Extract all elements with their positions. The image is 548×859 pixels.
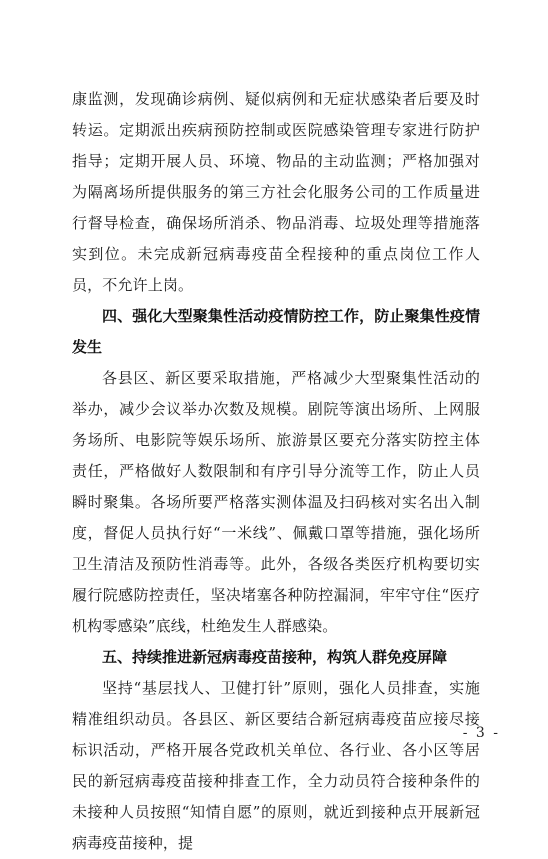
section-4-paragraph: 各县区、新区要采取措施，严格减少大型聚集性活动的举办，减少会议举办次数及规模。剧院等演出场所、上网服务场所、电影院等娱乐场所、旅游景区要充分落实防控主体责任，严格做好人数限制和有序引导分流等工作，防止人员瞬时聚集。各场所要严格落实测体温及扫码核对实名出入制度，督促人员执行好“一米线”、佩戴口罩等措施，强化场所卫生清洁及预防性消毒等。此外，各级各类医疗机构要切实履行院感防控责任，坚决堵塞各种防控漏洞，牢牢守住“医疗机构零感染”底线，杜绝发生人群感染。 <box>72 369 480 635</box>
page-number: - 3 - <box>462 725 500 741</box>
section-4-heading: 四、强化大型聚集性活动疫情防控工作，防止聚集性疫情发生 <box>72 307 480 356</box>
paragraph-continuation: 康监测，发现确诊病例、疑似病例和无症状感染者后要及时转运。定期派出疾病预防控制或医院感染管理专家进行防护指导；定期开展人员、环境、物品的主动监测；严格加强对为隔离场所提供服务的第三方社会化服务公司的工作质量进行督导检查，确保场所消杀、物品消毒、垃圾处理等措施落实到位。未完成新冠病毒疫苗全程接种的重点岗位工作人员，不允许上岗。 <box>72 90 480 294</box>
section-5-heading: 五、持续推进新冠病毒疫苗接种，构筑人群免疫屏障 <box>102 648 448 666</box>
document-body <box>72 84 480 859</box>
section-5-paragraph: 坚持“基层找人、卫健打针”原则，强化人员排查，实施精准组织动员。各县区、新区要结合新冠病毒疫苗应接尽接标识活动，严格开展各党政机关单位、各行业、各小区等居民的新冠病毒疫苗接种排查工作，全力动员符合接种条件的未接种人员按照“知情自愿”的原则，就近到接种点开展新冠病毒疫苗接种，提 <box>72 679 480 852</box>
